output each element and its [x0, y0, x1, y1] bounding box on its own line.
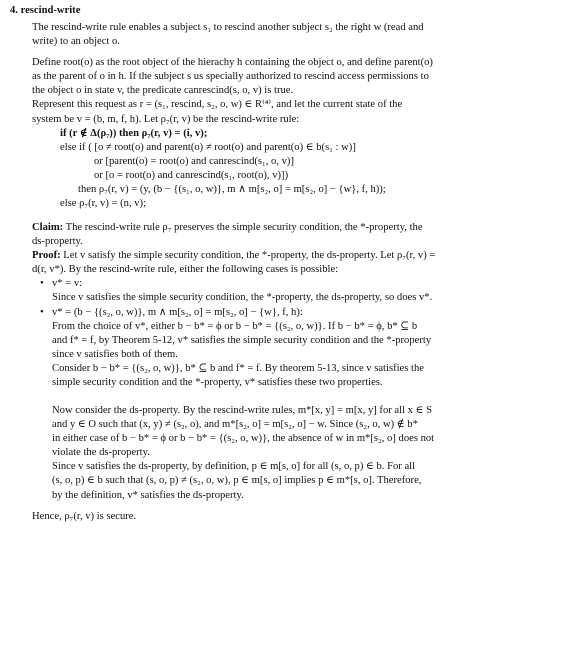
rule-definition — [10, 127, 566, 211]
case-body: simple security condition and the *-property, v* satisfies these two properties. — [52, 376, 383, 388]
rule-line-if: if (r ∉ Δ(ρ₇)) then ρ₇(r, v) = (i, v); — [60, 127, 208, 139]
text-line: (s, o, p) ∈ b such that (s, o, p) ≠ (s₂, o, w), p ∈ m[s, o] implies p ∈ m*[s, o]. Therefore, — [52, 475, 422, 487]
text-line: The rescind-write rule enables a subject s₁ to rescind another subject s₂ the right w (read and — [32, 22, 424, 34]
claim-text: The rescind-write rule ρ₇ preserves the simple security condition, the *-property, the — [65, 222, 423, 234]
case-item — [40, 277, 566, 291]
claim-block — [10, 221, 566, 249]
intro-paragraph — [10, 21, 566, 127]
case-body: Since v satisfies the simple security condition, the *-property, the ds-property, so does v*. — [52, 292, 433, 304]
text-line: Represent this request as r = (s₁, rescind, s₂, o, w) ∈ R⁽⁴⁾, and let the current state of the — [32, 99, 403, 111]
case-title: v* = (b − {(s₂, o, w)}, m ∧ m[s₂, o] = m[s₂, o] − {w}, f, h): — [52, 306, 303, 318]
claim-label: Claim: — [32, 222, 64, 234]
proof-text: Let v satisfy the simple security condition, the *-property, the ds-property. Let ρ₇(r, v) = — [63, 250, 436, 262]
case-body: since v satisfies both of them. — [52, 348, 178, 360]
text-line: violate the ds-property. — [52, 447, 150, 459]
rule-line-else: else ρ₇(r, v) = (n, v); — [60, 198, 147, 210]
case-title: v* = v: — [52, 278, 83, 290]
rule-line-or-1: or [parent(o) = root(o) and canrescind(s₁, o, v)] — [94, 155, 294, 167]
case-body: From the choice of v*, either b − b* = ϕ or b − b* = {(s₂, o, w)}. If b − b* = ϕ, b* ⊆ b — [52, 320, 418, 332]
case-list — [10, 277, 566, 390]
case-body: and f* = f, by Theorem 5-12, v* satisfies the simple security condition and the *-property — [52, 334, 432, 346]
conclusion-line: Hence, ρ₇(r, v) is secure. — [32, 510, 137, 522]
text-line: in either case of b − b* = ϕ or b − b* = {(s₂, o, w)}, the absence of w in m*[s₂, o] does not — [52, 433, 435, 445]
proof-block — [10, 249, 566, 277]
proof-text: d(r, v*). By the rescind-write rule, either the following cases is possible: — [32, 264, 339, 276]
section-heading: 4. rescind-write — [10, 5, 81, 16]
text-line: as the parent of o in h. If the subject s us specially authorized to rescind access permissions to — [32, 71, 429, 83]
case-item — [40, 306, 566, 320]
text-line: Define root(o) as the root object of the hierachy h containing the object o, and define parent(o) — [32, 57, 433, 69]
claim-text: ds-property. — [32, 236, 83, 248]
bullet-icon — [40, 277, 52, 291]
text-line: the object o in state v, the predicate canrescind(s, o, v) is true. — [32, 85, 294, 97]
text-line: Now consider the ds-property. By the rescind-write rules, m*[x, y] = m[x, y] for all x ∈ S — [52, 405, 432, 417]
text-line: and y ∈ O such that (x, y) ≠ (s₂, o), and m*[s₂, o] = m[s₂, o] − w. Since (s₂, o, w) ∉ b* — [52, 419, 418, 431]
proof-label: Proof: — [32, 250, 61, 262]
text-line: by the definition, v* satisfies the ds-property. — [52, 489, 244, 501]
text-line: system be v = (b, m, f, h). Let ρ₇(r, v) be the rescind-write rule: — [32, 113, 300, 125]
rule-line-else-if: else if ( [o ≠ root(o) and parent(o) ≠ root(o) and parent(o) ∈ b(s₁ : w)] — [60, 141, 356, 153]
bullet-icon — [40, 306, 52, 320]
rule-line-then: then ρ₇(r, v) = (y, (b − {(s₁, o, w)}, m ∧ m[s₂, o] = m[s₂, o] − {w}, f, h)); — [78, 183, 386, 195]
text-line: write) to an object o. — [32, 36, 120, 48]
ds-property-paragraph — [10, 404, 566, 503]
rule-line-or-2: or [o = root(o) and canrescind(s₁, root(o), v)]) — [94, 169, 289, 181]
case-body: Consider b − b* = {(s₂, o, w)}, b* ⊆ b and f* = f. By theorem 5-13, since v satisfies the — [52, 362, 424, 374]
text-line: Since v satisfies the ds-property, by definition, p ∈ m[s, o] for all (s, o, p) ∈ b. For all — [52, 461, 416, 473]
